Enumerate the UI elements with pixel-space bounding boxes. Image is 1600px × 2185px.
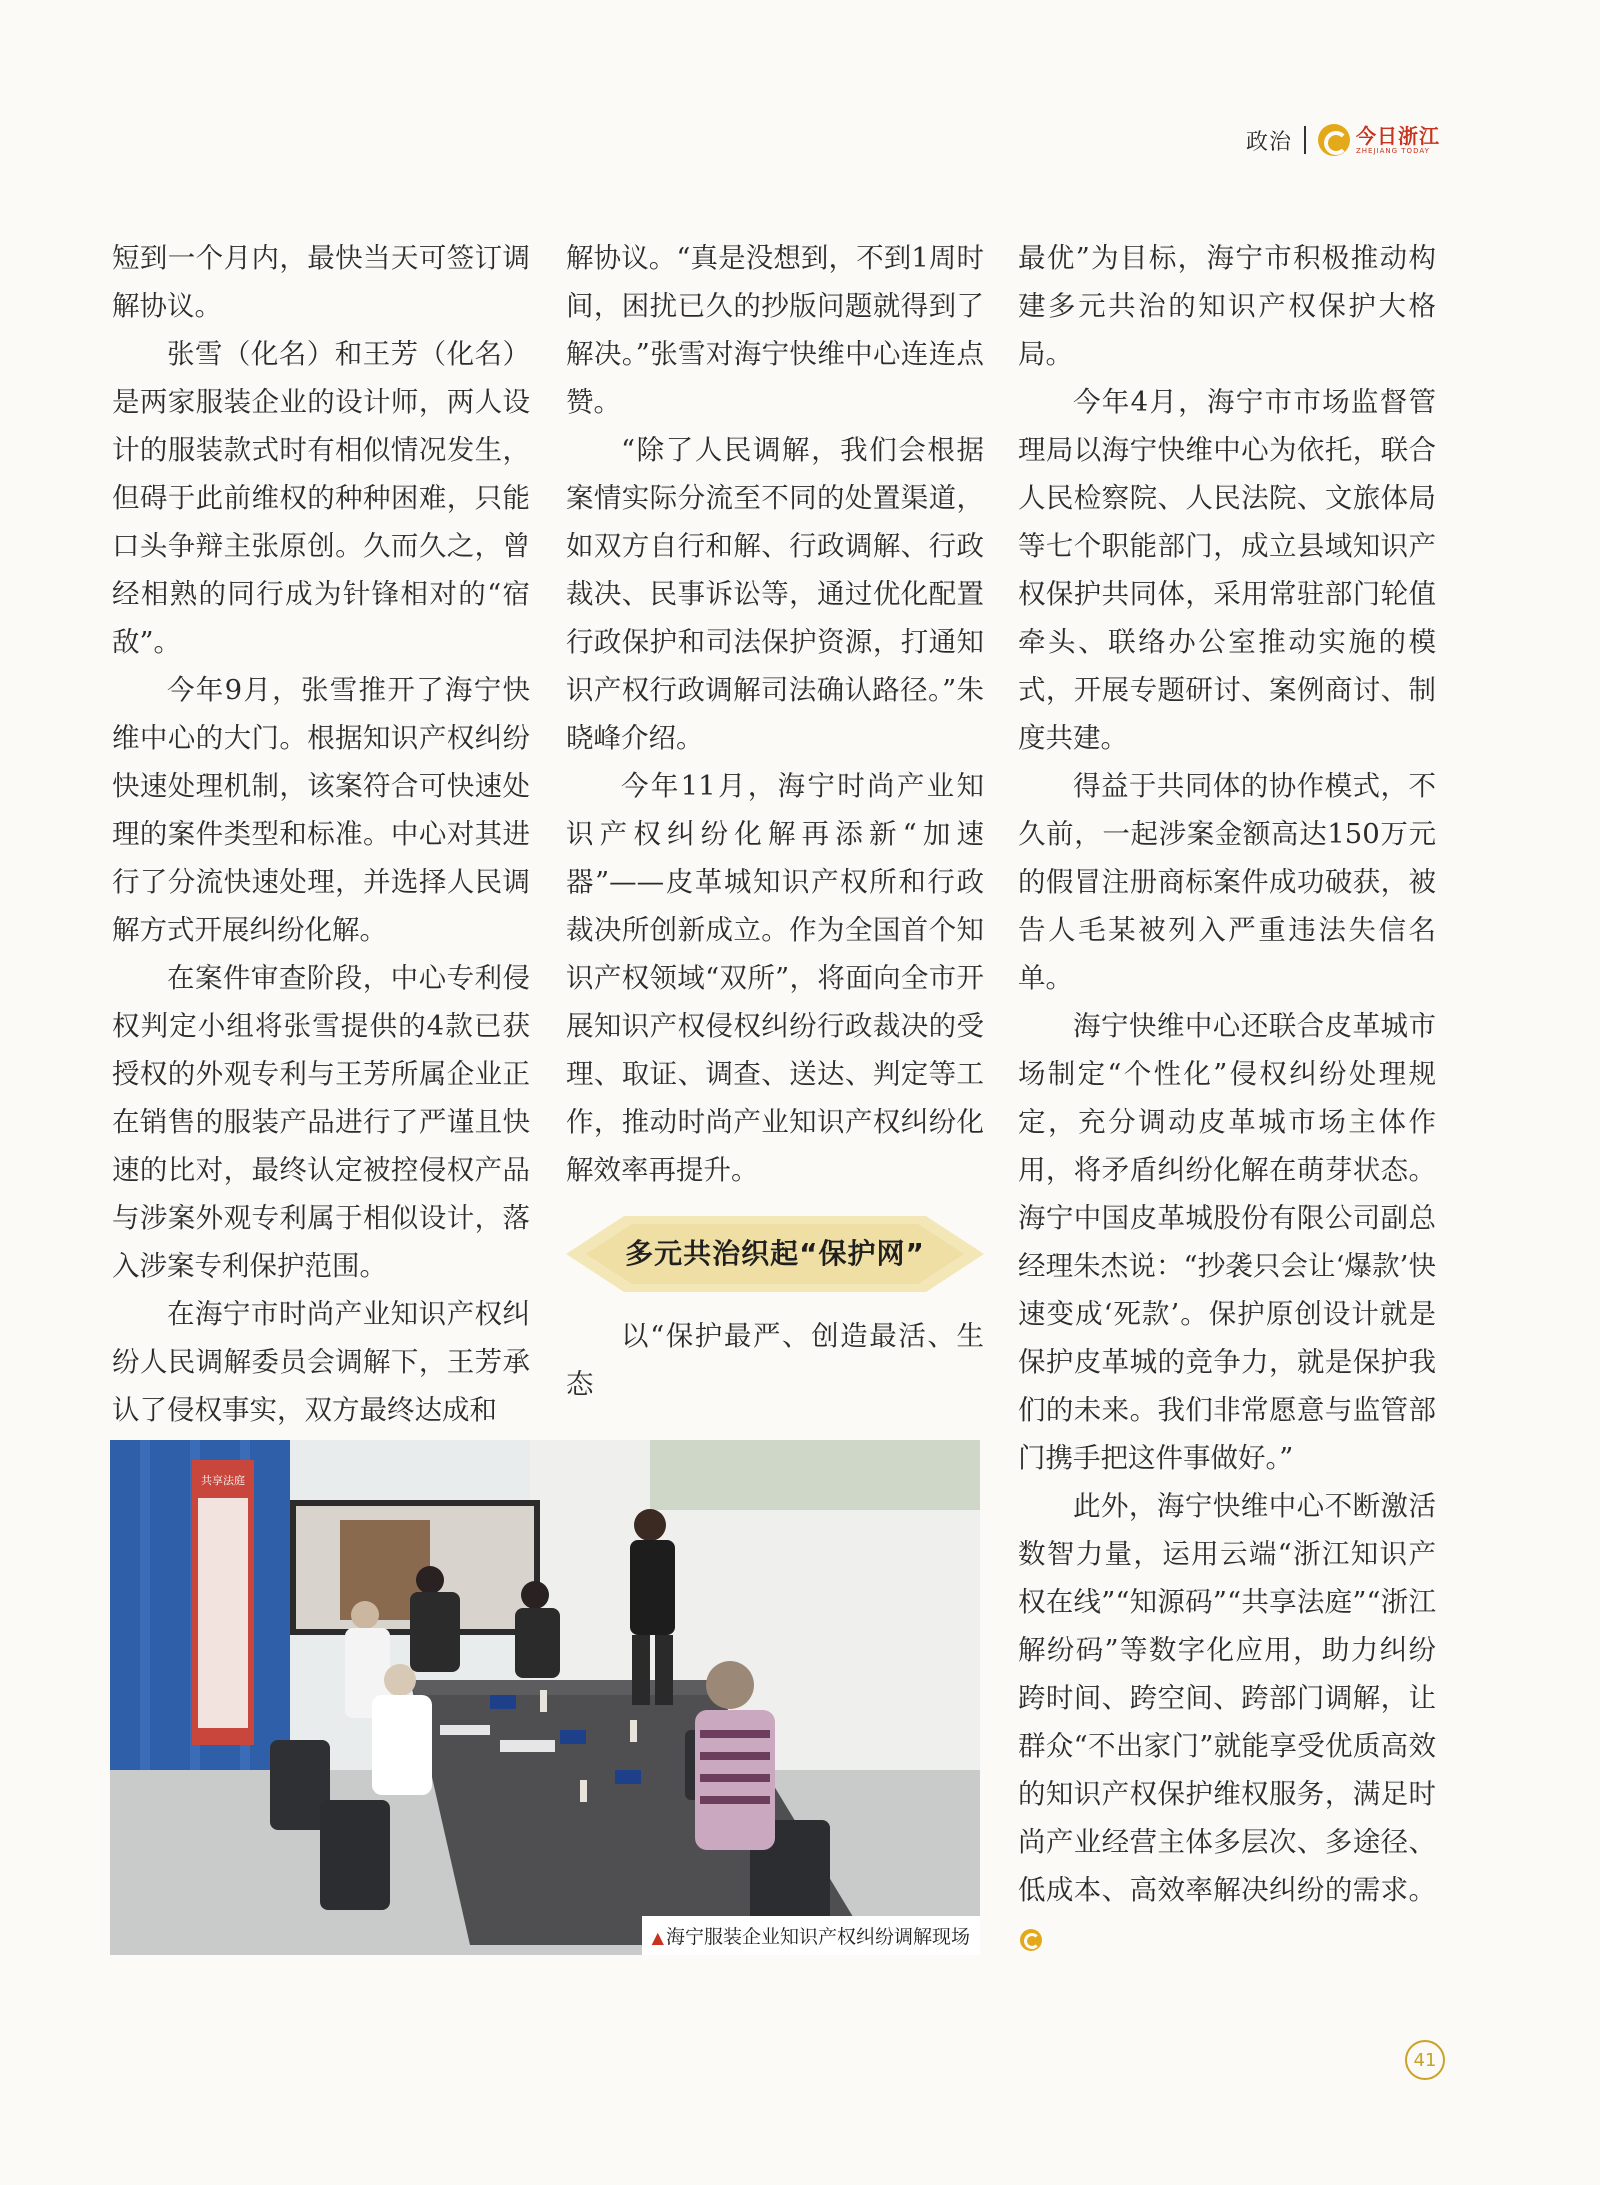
paragraph: 今年9月，张雪推开了海宁快维中心的大门。根据知识产权纠纷快速处理机制，该案符合可快速处理的案件类型和标准。中心对其进行了分流快速处理，并选择人民调解方式开展纠纷化解。 bbox=[112, 674, 530, 946]
banner-text: 共享法庭 bbox=[201, 1474, 245, 1487]
logo-mark-icon bbox=[1318, 124, 1350, 156]
paragraph: 海宁快维中心还联合皮革城市场制定“个性化”侵权纠纷处理规定，充分调动皮革城市场主体作用，将矛盾纠纷化解在萌芽状态。海宁中国皮革城股份有限公司副总经理朱杰说：“抄袭只会让‘爆款’快速变成‘死款’。保护原创设计就是保护皮革城的竞争力，就是保护我们的未来。我们非常愿意与监管部门携手把这件事做好。” bbox=[1018, 1010, 1436, 1474]
meeting-photo bbox=[110, 1440, 980, 1955]
subheading-text: 多元共治织起“保护网” bbox=[625, 1237, 925, 1270]
subheading-banner bbox=[566, 1216, 984, 1292]
end-mark-icon bbox=[1020, 1929, 1042, 1951]
paragraph: 张雪（化名）和王芳（化名）是两家服装企业的设计师，两人设计的服装款式时有相似情况发生，但碍于此前维权的种种困难，只能口头争辩主张原创。久而久之，曾经相熟的同行成为针锋相对的“宿敌”。 bbox=[112, 338, 530, 658]
paragraph: 在海宁市时尚产业知识产权纠纷人民调解委员会调解下，王芳承认了侵权事实，双方最终达成和 bbox=[112, 1298, 530, 1426]
paragraph: “除了人民调解，我们会根据案情实际分流至不同的处置渠道，如双方自行和解、行政调解、行政裁决、民事诉讼等，通过优化配置行政保护和司法保护资源，打通知识产权行政调解司法确认路径。”朱晓峰介绍。 bbox=[566, 434, 984, 754]
text-column-3 bbox=[1018, 234, 1436, 1962]
logo-chinese-text: 今日浙江 bbox=[1356, 123, 1440, 148]
logo-english-text: ZHEJIANG TODAY bbox=[1356, 146, 1430, 155]
meeting-scene-illustration bbox=[110, 1440, 980, 1955]
header-separator bbox=[1304, 126, 1306, 154]
paragraph: 解协议。“真是没想到，不到1周时间，困扰已久的抄版问题就得到了解决。”张雪对海宁快维中心连连点赞。 bbox=[566, 242, 984, 418]
subheading-block bbox=[566, 1208, 984, 1304]
paragraph: 得益于共同体的协作模式，不久前，一起涉案金额高达150万元的假冒注册商标案件成功破获，被告人毛某被列入严重违法失信名单。 bbox=[1018, 770, 1436, 994]
page-number: 41 bbox=[1405, 2040, 1445, 2080]
photo-caption bbox=[642, 1916, 980, 1955]
paragraph: 在案件审查阶段，中心专利侵权判定小组将张雪提供的4款已获授权的外观专利与王芳所属企业正在销售的服装产品进行了严谨且快速的比对，最终认定被控侵权产品与涉案外观专利属于相似设计，落入涉案专利保护范围。 bbox=[112, 962, 530, 1282]
text-column-1 bbox=[112, 234, 530, 1434]
paragraph: 最优”为目标，海宁市积极推动构建多元共治的知识产权保护大格局。 bbox=[1018, 242, 1436, 370]
page-header bbox=[1246, 120, 1440, 160]
magazine-logo bbox=[1318, 124, 1440, 156]
paragraph: 以“保护最严、创造最活、生态 bbox=[566, 1320, 984, 1400]
text-column-2 bbox=[566, 234, 984, 1408]
paragraph: 短到一个月内，最快当天可签订调解协议。 bbox=[112, 242, 530, 322]
paragraph bbox=[1018, 1482, 1436, 1962]
photo-caption-text: 海宁服装企业知识产权纠纷调解现场 bbox=[665, 1926, 970, 1948]
caption-triangle-icon: ▲ bbox=[651, 1928, 664, 1947]
paragraph-text: 此外，海宁快维中心不断激活数智力量，运用云端“浙江知识产权在线”“知源码”“共享法庭”“浙江解纷码”等数字化应用，助力纠纷跨时间、跨空间、跨部门调解，让群众“不出家门”就能享受优质高效的知识产权保护维权服务，满足时尚产业经营主体多层次、多途径、低成本、高效率解决纠纷的需求。 bbox=[1018, 1490, 1436, 1906]
paragraph: 今年4月，海宁市市场监督管理局以海宁快维中心为依托，联合人民检察院、人民法院、文旅体局等七个职能部门，成立县域知识产权保护共同体，采用常驻部门轮值牵头、联络办公室推动实施的模式，开展专题研讨、案例商讨、制度共建。 bbox=[1018, 386, 1436, 754]
section-label: 政治 bbox=[1245, 129, 1292, 155]
paragraph: 今年11月，海宁时尚产业知识产权纠纷化解再添新“加速器”——皮革城知识产权所和行政裁决所创新成立。作为全国首个知识产权领域“双所”，将面向全市开展知识产权侵权纠纷行政裁决的受理、取证、调查、送达、判定等工作，推动时尚产业知识产权纠纷化解效率再提升。 bbox=[566, 770, 984, 1186]
